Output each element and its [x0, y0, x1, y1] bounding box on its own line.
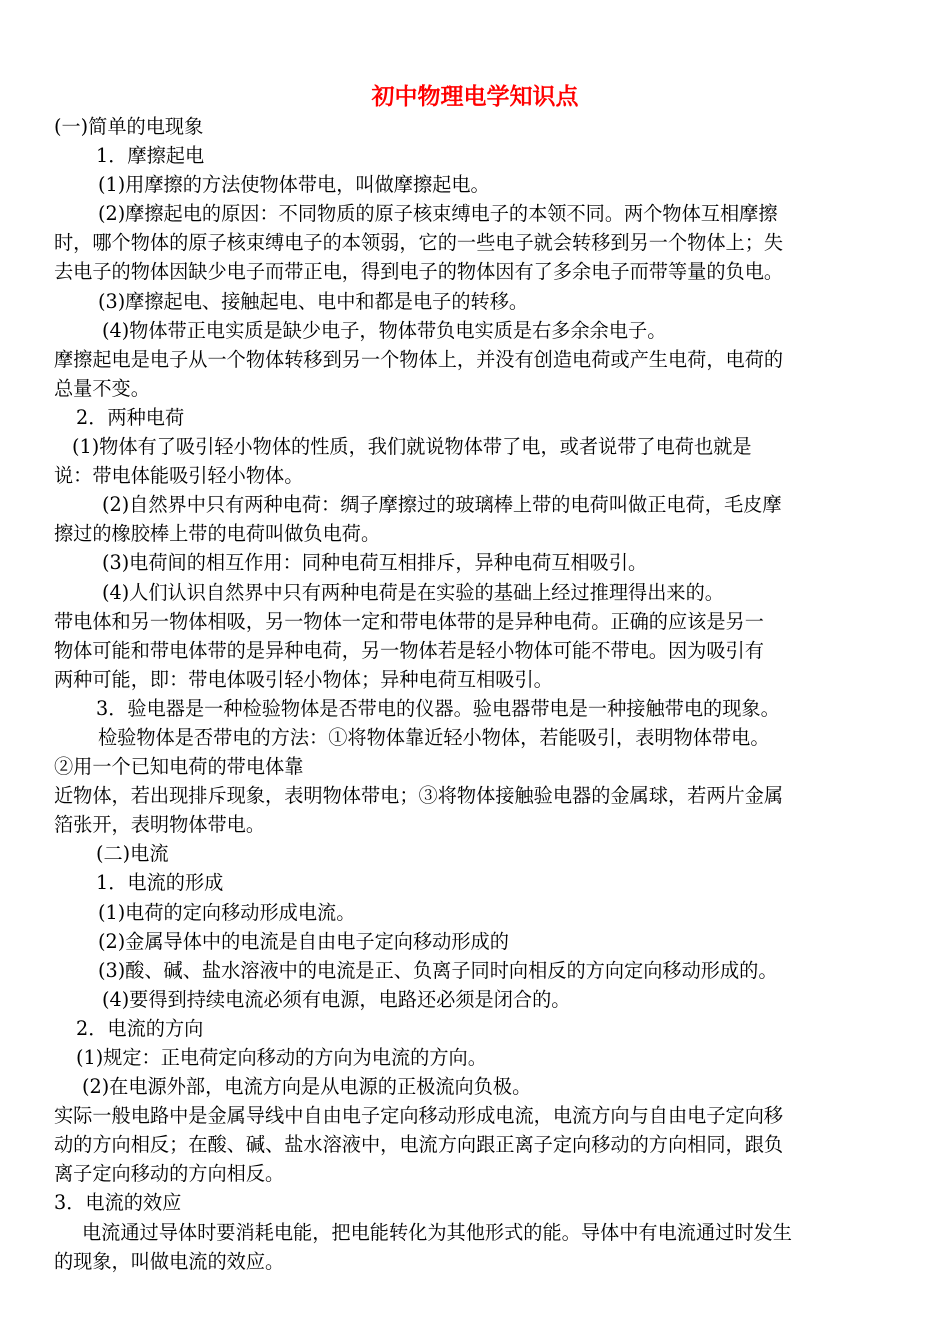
document-title: 初中物理电学知识点 [371, 84, 579, 110]
paragraph-line: 擦过的橡胶棒上带的电荷叫做负电荷。 [54, 522, 381, 546]
paragraph-line: 电流通过导体时要消耗电能，把电能转化为其他形式的能。导体中有电流通过时发生 [82, 1220, 792, 1244]
paragraph-line: (3)电荷间的相互作用：同种电荷互相排斥，异种电荷互相吸引。 [102, 551, 648, 575]
paragraph-line: 近物体，若出现排斥现象，表明物体带电；③将物体接触验电器的金属球，若两片金属 [54, 784, 784, 808]
paragraph-line: (1)用摩擦的方法使物体带电，叫做摩擦起电。 [98, 173, 490, 197]
paragraph-line: (4)物体带正电实质是缺少电子，物体带负电实质是右多余余电子。 [102, 318, 667, 342]
subheading-friction-electrification: 1．摩擦起电 [96, 144, 205, 168]
paragraph-line: 带电体和另一物体相吸，另一物体一定和带电体带的是异种电荷。正确的应该是另一 [54, 609, 764, 633]
paragraph-line: 实际一般电路中是金属导线中自由电子定向移动形成电流，电流方向与自由电子定向移 [54, 1104, 784, 1128]
paragraph-line: (4)人们认识自然界中只有两种电荷是在实验的基础上经过推理得出来的。 [102, 580, 724, 604]
paragraph-line: 物体可能和带电体带的是异种电荷，另一物体若是轻小物体可能不带电。因为吸引有 [54, 638, 764, 662]
paragraph-line: 时，哪个物体的原子核束缚电子的本领弱，它的一些电子就会转移到另一个物体上；失 [54, 231, 784, 255]
paragraph-line: 检验物体是否带电的方法：①将物体靠近轻小物体，若能吸引，表明物体带电。 [98, 725, 770, 749]
paragraph-line: (1)物体有了吸引轻小物体的性质，我们就说物体带了电，或者说带了电荷也就是 [72, 435, 752, 459]
subheading-current-formation: 1．电流的形成 [96, 871, 224, 895]
paragraph-line: (2)自然界中只有两种电荷：绸子摩擦过的玻璃棒上带的电荷叫做正电荷，毛皮摩 [102, 493, 782, 517]
paragraph-line: (4)要得到持续电流必须有电源，电路还必须是闭合的。 [102, 987, 571, 1011]
subheading-current-direction: 2．电流的方向 [76, 1016, 204, 1040]
paragraph-line: 离子定向移动的方向相反。 [54, 1162, 285, 1186]
section-heading-simple-electric-phenomena: (一)简单的电现象 [54, 115, 204, 138]
document-body [54, 112, 897, 1276]
paragraph-line: (2)摩擦起电的原因：不同物质的原子核束缚电子的本领不同。两个物体互相摩擦 [98, 202, 778, 226]
paragraph-line: 摩擦起电是电子从一个物体转移到另一个物体上，并没有创造电荷或产生电荷，电荷的 [54, 347, 784, 371]
paragraph-line: 总量不变。 [54, 376, 150, 400]
paragraph-line: (1)电荷的定向移动形成电流。 [98, 900, 356, 924]
subheading-current-effects: 3．电流的效应 [54, 1191, 182, 1215]
paragraph-line: (1)规定：正电荷定向移动的方向为电流的方向。 [76, 1046, 487, 1069]
paragraph-line: 动的方向相反；在酸、碱、盐水溶液中，电流方向跟正离子定向移动的方向相同，跟负 [54, 1133, 784, 1157]
paragraph-line: 两种可能，即：带电体吸引轻小物体；异种电荷互相吸引。 [54, 667, 553, 691]
section-heading-electric-current: (二)电流 [96, 842, 169, 866]
paragraph-line: (2)金属导体中的电流是自由电子定向移动形成的 [98, 929, 509, 953]
paragraph-line: 说：带电体能吸引轻小物体。 [54, 464, 304, 488]
subheading-two-kinds-of-charge: 2．两种电荷 [76, 405, 185, 429]
paragraph-line: 去电子的物体因缺少电子而带正电，得到电子的物体因有了多余电子而带等量的负电。 [54, 260, 784, 284]
paragraph-line: (3)摩擦起电、接触起电、电中和都是电子的转移。 [98, 289, 529, 313]
paragraph-line: 箔张开，表明物体带电。 [54, 813, 266, 837]
paragraph-line: (3)酸、碱、盐水溶液中的电流是正、负离子同时向相反的方向定向移动形成的。 [98, 958, 778, 982]
paragraph-line: 的现象，叫做电流的效应。 [54, 1249, 285, 1273]
paragraph-line: (2)在电源外部，电流方向是从电源的正极流向负极。 [82, 1075, 532, 1099]
subheading-electroscope: 3．验电器是一种检验物体是否带电的仪器。验电器带电是一种接触带电的现象。 [96, 696, 780, 720]
paragraph-line: ②用一个已知电荷的带电体靠 [54, 755, 304, 779]
